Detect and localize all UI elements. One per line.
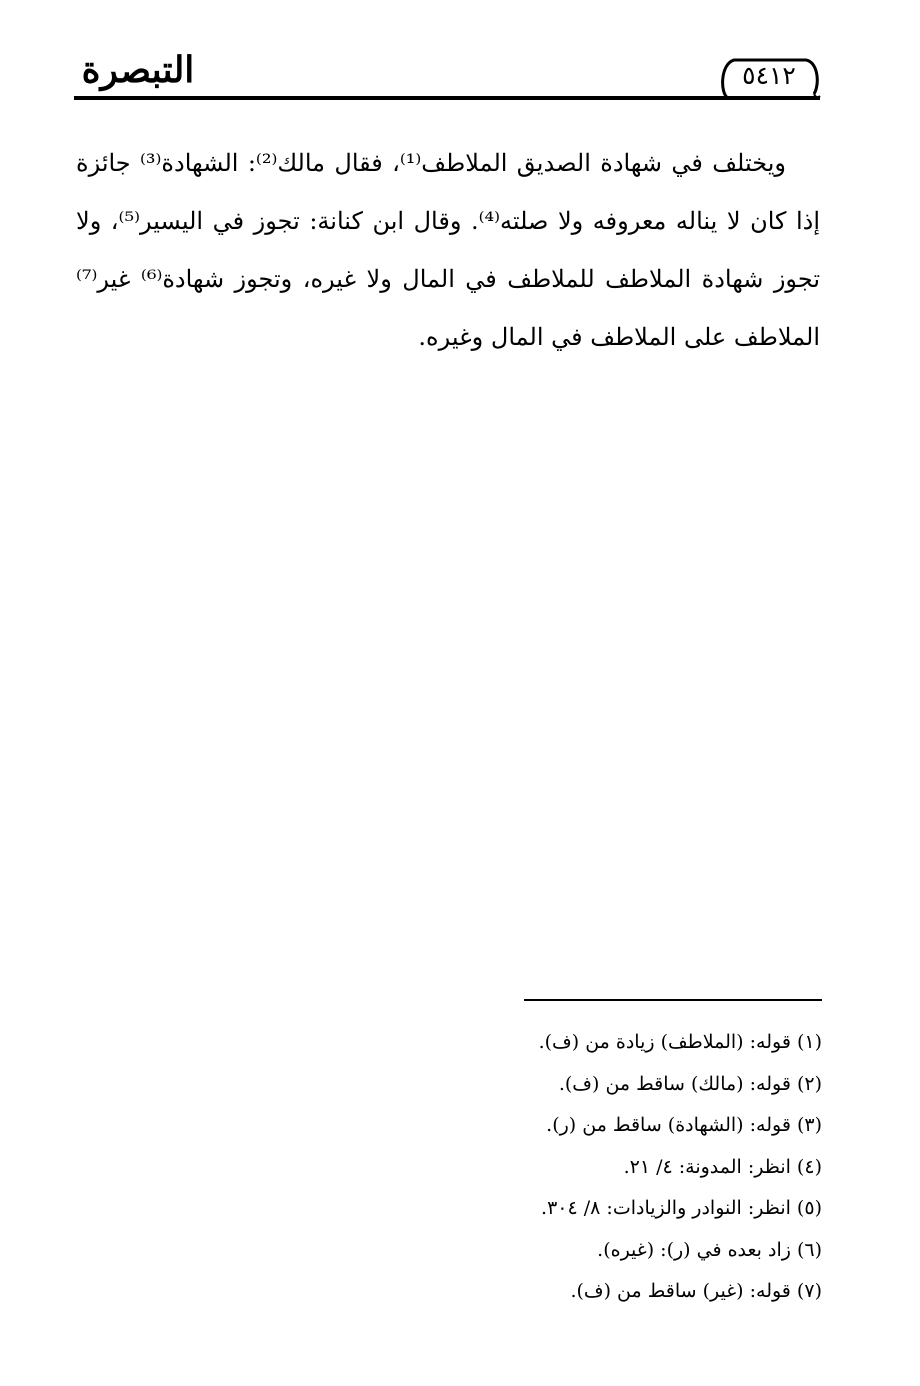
footnote-2: (٢) قوله: (مالك) ساقط من (ف). (558, 1072, 822, 1095)
footnote-6: (٦) زاد بعده في (ر): (غيره). (597, 1238, 822, 1261)
page-number: ٥٤١٢ (742, 61, 796, 90)
header-divider (74, 96, 820, 100)
footnotes-list (420, 1022, 822, 1313)
main-paragraph: ويختلف في شهادة الصديق الملاطف⁽¹⁾، فقال مالك⁽²⁾: الشهادة⁽³⁾ جائزة إذا كان لا يناله معروفه ولا صلته⁽⁴⁾. وقال ابن كنانة: تجوز في اليسير⁽⁵⁾، ولا تجوز شهادة الملاطف للملاطف في المال ولا غيره، وتجوز شهادة⁽⁶⁾ غير⁽⁷⁾ الملاطف على الملاطف في المال وغيره. (76, 149, 820, 351)
footnote-7: (٧) قوله: (غير) ساقط من (ف). (570, 1280, 822, 1302)
footnote-4: (٤) انظر: المدونة: ٤/ ٢١. (623, 1155, 822, 1178)
main-text (76, 134, 820, 366)
book-title: التبصرة (81, 49, 195, 91)
footnote-divider (524, 999, 822, 1001)
footnote-5: (٥) انظر: النوادر والزيادات: ٨/ ٣٠٤. (541, 1197, 822, 1219)
footnote-1: (١) قوله: (الملاطف) زيادة من (ف). (538, 1031, 822, 1053)
footnote-3: (٣) قوله: (الشهادة) ساقط من (ر). (546, 1114, 822, 1136)
